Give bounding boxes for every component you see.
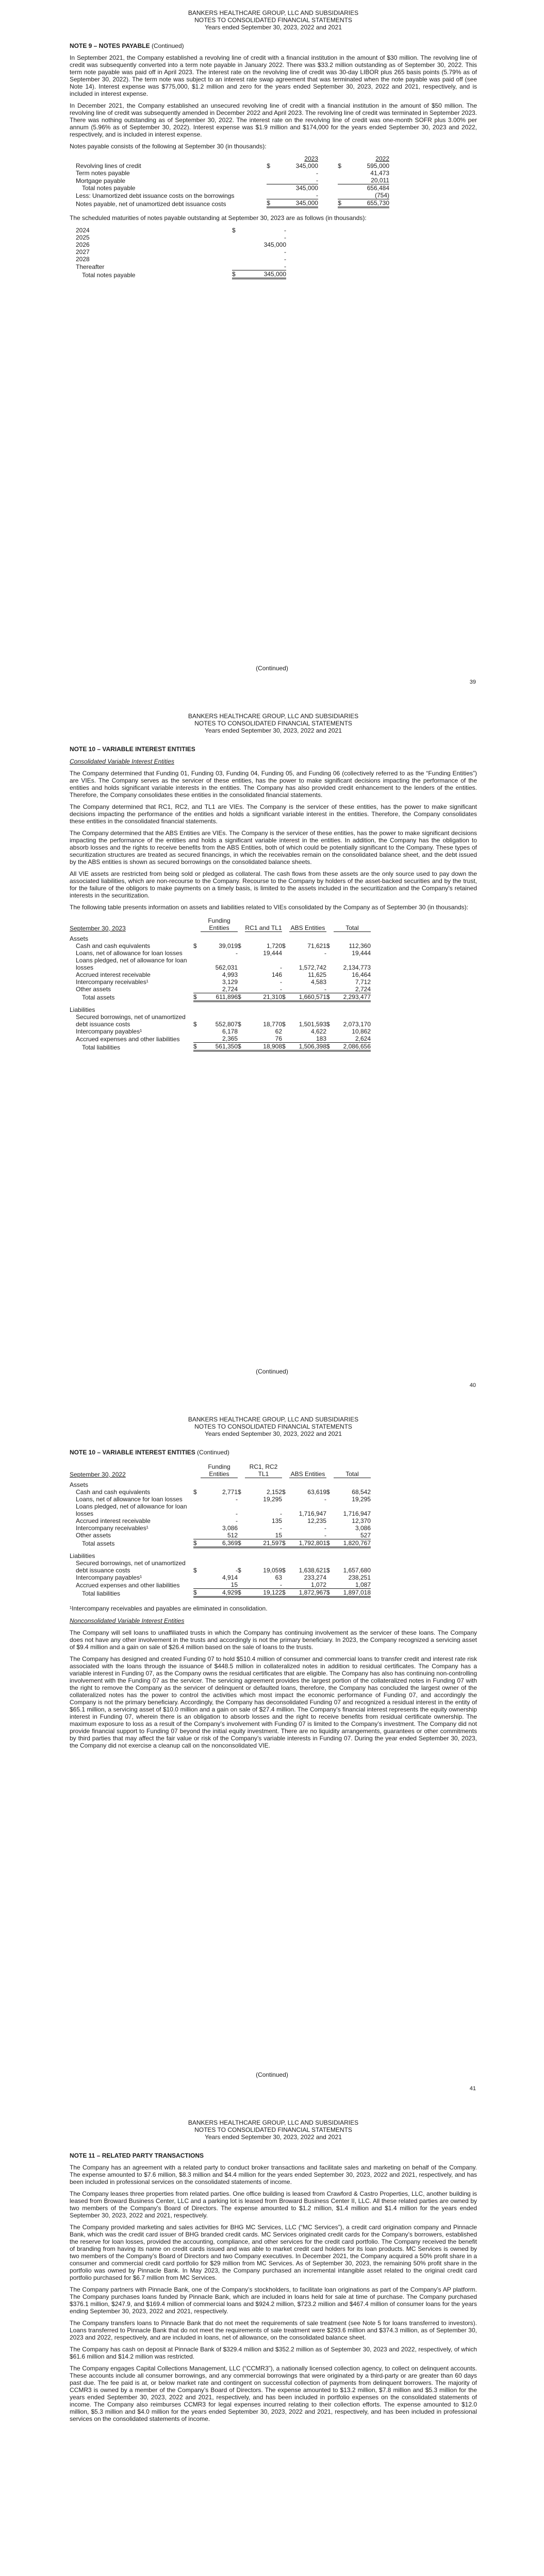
table-row: Thereafter - — [76, 263, 286, 270]
note-title: NOTE 11 – RELATED PARTY TRANSACTIONS — [70, 2152, 204, 2159]
table-row: Loans, net of allowance for loan losses - 19,444 - 19,444 — [76, 949, 371, 957]
table-row: 2026 345,000 — [76, 241, 286, 248]
table-row: Term notes payable - 41,473 — [76, 170, 389, 177]
table-row: Total liabilities $ 4,929 $ 19,122 $ 1,872,967 $ 1,897,018 — [82, 1589, 371, 1597]
period: Years ended September 30, 2023, 2022 and 2021 — [205, 24, 342, 31]
paragraph: The Company partners with Pinnacle Bank, one of the Company’s stockholders, to facilitate loan originations as part of the Company’s AP platform. The Company purchases loans funded by Pinnacle Bank, which are included in loans held for sale at time of purchase. The Company purchased $376.1 million, $247.9, and $169.4 million of commercial loans and $924.2 million, $723.2 million and $467.4 million of consumer loans for the years ending September 30, 2023, 2022 and 2021, respectively. — [70, 2286, 477, 2315]
period: Years ended September 30, 2023, 2022 and 2021 — [205, 2133, 342, 2141]
table-row: Intercompany payables¹ 6,178 62 4,622 10,862 — [76, 1028, 371, 1035]
paragraph: The Company engages Capital Collections Management, LLC (“CCMR3”), a nationally licensed collection agency, to collect on delinquent accounts. These accounts include all consumer borrowings, and any commercial borrowings that were originated by a third-party or are greater than 60 days past due. The fee paid is at, or below market rate and contingent on successful collection of payments from delinquent borrowers. The majority of CCMR3 is owned by a member of the Company’s Board of Directors. The expense amounted to $13.2 million, $7.8 million and $5.3 million for the years ended September 30, 2023, 2022 and 2021, respectively, and has been included in portfolio expenses on the consolidated statements of income. The Company also reimburses CCMR3 for legal expenses incurred relating to their collection efforts. The expense amounted to $12.0 million, $5.3 million and $4.0 million for the years ended September 30, 2023, 2022 and 2021, respectively, and has been included in professional services on the consolidated statements of income. — [70, 2365, 477, 2422]
note-title: NOTE 10 – VARIABLE INTEREST ENTITIES (Continued) — [70, 1449, 229, 1456]
table-row: Total liabilities $ 561,350 $ 18,908 $ 1,506,398 $ 2,086,656 — [82, 1043, 371, 1051]
table-row: Accrued interest receivable 4,993 146 11,625 16,464 — [76, 971, 371, 978]
table-row: Cash and cash equivalents $ 2,771 $ 2,152 $ 63,619 $ 68,542 — [76, 1488, 371, 1496]
page-header — [70, 1416, 477, 1437]
page-number: 40 — [469, 1382, 476, 1388]
document-title: NOTES TO CONSOLIDATED FINANCIAL STATEMENTS — [194, 1423, 352, 1430]
table-row: Mortgage payable - 20,011 — [76, 177, 389, 184]
company-name: BANKERS HEALTHCARE GROUP, LLC AND SUBSIDIARIES — [188, 1416, 359, 1423]
section-subtitle: Consolidated Variable Interest Entities — [70, 758, 175, 765]
paragraph: All VIE assets are restricted from being sold or pledged as collateral. The cash flows from these assets are the only source used to pay down the associated liabilities, which are non-recourse to the Company. Recourse to the Company by holders of the asset-backed securities and by the trust, for the failure of the obligors to make payments on a timely basis, is limited to the assets included in the securitization and the Company’s retained interests in the securitization. — [70, 870, 477, 899]
table-row: 2028 - — [76, 256, 286, 263]
vie-table-2022 — [70, 1463, 477, 1598]
table-row: Secured borrowings, net of unamortized debt issuance costs $ 552,807 $ 18,770 $ 1,501,593 $ 2,073,170 — [76, 1013, 371, 1028]
paragraph: The Company will sell loans to unaffiliated trusts in which the Company has continuing involvement as the servicer of these loans. The Company does not have any other involvement in the trusts and accordingly is not the primary beneficiary. In 2023, the Company recognized a servicing asset of $9.4 million and a gain on sale of $26.4 million based on the sale of loans to the trusts. — [70, 1629, 477, 1651]
col-header: ABS Entities — [289, 917, 326, 932]
paragraph: The Company provided marketing and sales activities for BHG MC Services, LLC (“MC Services”), a credit card origination company and Pinnacle Bank, which was the credit card issuer of BHG branded credit cards. MC Services originated credit cards for the Company’s borrowers, established the reserve for loan losses, provided the accounting, compliance, and other services for the credit card portfolio. The Company received the benefit of branding from having its name on credit cards issued and was able to market credit card holders for its loan products. MC Services is owned by two members of the Company’s Board of Directors and two Company executives. In December 2021, the Company acquired a 50% profit share in a consumer and commercial credit card portfolio for $29 million from MC Services. As of September 30, 2023, the remaining 50% profit share in the portfolio was owned by Pinnacle Bank. In May 2023, the Company purchased an incremental intangible asset related to the original credit card portfolio purchased for $6.7 million from MC Services. — [70, 2224, 477, 2281]
table-row: Loans pledged, net of allowance for loan losses - - 1,716,947 1,716,947 — [76, 1502, 371, 1517]
paragraph: The Company determined that the ABS Entities are VIEs. The Company is the servicer of these entities, has the power to make significant decisions impacting the performance of the entities and holds a significant variable interest in the entities. In addition, the Company has the obligation to absorb losses and the rights to receive benefits from the ABS Entities, both of which could be potentially significant to the Company. These types of securitization structures are treated as secured financings, in which the receivables remain on the consolidated balance sheet, and the debt issued by the ABS entities is shown as secured borrowings on the consolidated balance sheets. — [70, 829, 477, 866]
table-row: Total notes payable 345,000 656,484 — [82, 184, 389, 192]
col-header: 2022 — [375, 155, 389, 162]
table-row: Intercompany receivables¹ 3,086 - - 3,086 — [76, 1524, 371, 1532]
page-header — [70, 2119, 477, 2141]
table-row: Accrued expenses and other liabilities 2,365 76 183 2,624 — [76, 1035, 371, 1043]
section-subtitle: Nonconsolidated Variable Interest Entities — [70, 1617, 185, 1624]
col-header: RC1, RC2 TL1 — [245, 1463, 282, 1478]
paragraph: The Company determined that RC1, RC2, and TL1 are VIEs. The Company is the servicer of these entities, has the power to make significant decisions impacting the performance of the entities and holds a significant variable interest in the entities. Therefore, the Company consolidates these entities in the consolidated financial statements. — [70, 803, 477, 825]
paragraph: The Company leases three properties from related parties. One office building is leased from Crawford & Castro Properties, LLC, another building is leased from Broward Business Center, LLC and a parking lot is leased from Broward Business Center II, LLC. All these related parties are owned by two members of the Company’s Board of Directors. The expense amounted to $1.2 million, $1.4 million and $1.4 million for the years ended September 30, 2023, 2022 and 2021, respectively. — [70, 2190, 477, 2219]
table-row: Intercompany receivables¹ 3,129 - 4,583 7,712 — [76, 978, 371, 986]
page-number: 39 — [469, 679, 476, 685]
table-row: Loans pledged, net of allowance for loan losses 562,031 - 1,572,742 2,134,773 — [76, 956, 371, 971]
company-name: BANKERS HEALTHCARE GROUP, LLC AND SUBSIDIARIES — [188, 9, 359, 16]
col-header: ABS Entities — [289, 1463, 326, 1478]
continued-label: (Continued) — [256, 2071, 288, 2078]
paragraph: The Company determined that Funding 01, Funding 03, Funding 04, Funding 05, and Funding 06 (collectively referred to as the “Funding Entities”) are VIEs. The Company serves as the servicer of these entities, has the power to make significant decisions impacting the performance of the entities and holds significant variable interests in the entities. The Company has also provided credit enhancement to the lenders of the entities. Therefore, the Company consolidates these entities in the consolidated financial statements. — [70, 770, 477, 799]
table-row: 2025 - — [76, 234, 286, 241]
note-title: NOTE 9 – NOTES PAYABLE (Continued) — [70, 42, 184, 49]
col-header: 2023 — [304, 155, 318, 162]
paragraph: The following table presents information on assets and liabilities related to VIEs consolidated by the Company as of September 30 (in thousands): — [70, 904, 469, 911]
maturities-table — [70, 227, 286, 279]
table-row: Other assets 2,724 - - 2,724 — [76, 985, 371, 993]
table-row: Total assets $ 611,896 $ 21,310 $ 1,660,571 $ 2,293,477 — [82, 993, 371, 1001]
paragraph: The Company has cash on deposit at Pinnacle Bank of $329.4 million and $352.2 million as of September 30, 2023 and 2022, respectively, of which $61.6 million and $14.2 million was restricted. — [70, 2346, 477, 2360]
col-header: Total — [334, 917, 371, 932]
table-row: 2024 $ - — [76, 227, 286, 234]
paragraph: The Company has designed and created Funding 07 to hold $510.4 million of consumer and commercial loans to transfer credit and interest rate risk associated with the loans through the issuance of $448.5 million in collateralized notes in addition to residual certificates. The Company has a variable interest in Funding 07, as the Company owns the residual certificates that are eligible. The Company has also has continuing non-controlling involvement with the Funding 07 as the servicer. The servicing agreement provides the largest portion of the collateralized notes in Funding 07 with the right to remove the Company as the servicer of delinquent or defaulted loans, therefore, the Company has concluded the largest owner of the collateralized notes has the power to control the activities which most impact the economic performance of Funding 07, and accordingly the Company is not the primary beneficiary. Accordingly, the Company has deconsolidated Funding 07 and recognized a residual interest in the entity of $65.1 million, a servicing asset of $10.0 million and a gain on sale of $27.4 million. The Company’s financial interest represents the equity ownership interest in Funding 07, wherein there is an obligation to absorb losses and the right to receive benefits from residual certificate ownership. The maximum exposure to loss as a result of the Company’s involvement with Funding 07 is limited to the Company’s investment. The Company did not provide financial support to Funding 07 beyond the initial equity investment. There are no liquidity arrangements, guarantees or other commitments by third parties that may affect the fair value or risk of the Company’s variable interests in Funding 07. During the year ended September 30, 2023, the Company did not exercise a cleanup call on the nonconsolidated VIE. — [70, 1655, 477, 1749]
document-title: NOTES TO CONSOLIDATED FINANCIAL STATEMENTS — [194, 16, 352, 24]
page-number: 41 — [469, 2086, 476, 2092]
col-header: Total — [334, 1463, 371, 1478]
footnote: ¹Intercompany receivables and payables are eliminated in consolidation. — [70, 1605, 268, 1612]
paragraph: The scheduled maturities of notes payable outstanding at September 30, 2023 are as follows (in thousands): — [70, 214, 367, 222]
table-row: Other assets 512 15 - 527 — [76, 1531, 371, 1539]
paragraph: The Company has an agreement with a related party to conduct broker transactions and facilitate sales and marketing on behalf of the Company. The expense amounted to $7.6 million, $8.3 million and $4.4 million for the years ended September 30, 2023, 2022 and 2021, respectively, and has been included in professional services on the consolidated statements of income. — [70, 2164, 477, 2185]
table-row: Less: Unamortized debt issuance costs on the borrowings - (754) — [76, 192, 389, 199]
continued-label: (Continued) — [256, 665, 288, 672]
table-row: Revolving lines of credit $ 345,000 $ 595,000 — [76, 162, 389, 170]
col-header: RC1 and TL1 — [245, 917, 282, 932]
section-label: Liabilities — [70, 1552, 95, 1560]
table-date: September 30, 2022 — [70, 1470, 126, 1478]
section-label: Assets — [70, 935, 89, 942]
table-row: Intercompany payables¹ 4,914 63 233,274 238,251 — [76, 1574, 371, 1581]
table-date: September 30, 2023 — [70, 924, 126, 932]
page-header — [70, 9, 477, 31]
company-name: BANKERS HEALTHCARE GROUP, LLC AND SUBSIDIARIES — [188, 713, 359, 720]
col-header: Funding Entities — [201, 1463, 238, 1478]
table-row: Total assets $ 6,369 $ 21,597 $ 1,792,801 $ 1,820,767 — [82, 1539, 371, 1547]
table-row: 2027 - — [76, 248, 286, 256]
continued-label: (Continued) — [256, 1368, 288, 1375]
col-header: Funding Entities — [201, 917, 238, 932]
table-row: Loans, net of allowance for loan losses - 19,295 - 19,295 — [76, 1495, 371, 1503]
table-row: Cash and cash equivalents $ 39,019 $ 1,720 $ 71,621 $ 112,360 — [76, 942, 371, 950]
paragraph: In September 2021, the Company established a revolving line of credit with a financial institution in the amount of $30 million. The revolving line of credit was subsequently converted into a term note payable in January 2022. There was $33.2 million outstanding as of September 30, 2022. This term note payable was paid off in April 2023. The interest rate on the revolving line of credit was 30-day LIBOR plus 265 basis points (5.79% as of September 30, 2022). The term note was subject to an interest rate swap agreement that was terminated when the note payable was paid off (see Note 14). Interest expense was $775,000, $1.2 million and zero for the years ended September 30, 2023, 2022 and 2021, respectively, and is included in interest expense. — [70, 54, 477, 97]
paragraph: In December 2021, the Company established an unsecured revolving line of credit with a financial institution in the amount of $50 million. The revolving line of credit was subsequently amended in December 2022 and April 2023. The revolving line of credit was terminated in September 2023. There was nothing outstanding as of September 30, 2022. The interest rate on the revolving line of credit was one-month SOFR plus 3.00% per annum (5.96% as of September 30, 2022). Interest expense was $1.9 million and $174,000 for the years ended September 30, 2023 and 2022, respectively, and is included in interest expense. — [70, 102, 477, 138]
company-name: BANKERS HEALTHCARE GROUP, LLC AND SUBSIDIARIES — [188, 2119, 359, 2126]
note-title: NOTE 10 – VARIABLE INTEREST ENTITIES — [70, 745, 195, 753]
notes-payable-table — [70, 155, 389, 208]
page-header — [70, 713, 477, 734]
section-label: Liabilities — [70, 1006, 95, 1013]
paragraph: Notes payable consists of the following at September 30 (in thousands): — [70, 143, 267, 150]
table-row: Accrued expenses and other liabilities 15 - 1,072 1,087 — [76, 1581, 371, 1589]
table-row: Notes payable, net of unamortized debt issuance costs $ 345,000 $ 655,730 — [76, 199, 389, 208]
table-row: Accrued interest receivable - 135 12,235 12,370 — [76, 1517, 371, 1524]
paragraph: The Company transfers loans to Pinnacle Bank that do not meet the requirements of sale treatment (see Note 5 for loans transferred to investors). Loans transferred to Pinnacle Bank that do not meet the requirements of sale treatment were $293.6 million and $374.3 million, as of September 30, 2023 and 2022, respectively, and are included in loans, net of allowance, on the consolidated balance sheet. — [70, 2319, 477, 2341]
section-label: Assets — [70, 1481, 89, 1488]
document-title: NOTES TO CONSOLIDATED FINANCIAL STATEMENTS — [194, 2126, 352, 2133]
table-row: Total notes payable $ 345,000 — [82, 270, 286, 279]
period: Years ended September 30, 2023, 2022 and 2021 — [205, 727, 342, 734]
table-row: Secured borrowings, net of unamortized debt issuance costs $ - $ 19,059 $ 1,638,621 $ 1,657,680 — [76, 1560, 371, 1574]
vie-table-2023 — [70, 917, 477, 1052]
period: Years ended September 30, 2023, 2022 and 2021 — [205, 1430, 342, 1437]
document-title: NOTES TO CONSOLIDATED FINANCIAL STATEMENTS — [194, 720, 352, 727]
